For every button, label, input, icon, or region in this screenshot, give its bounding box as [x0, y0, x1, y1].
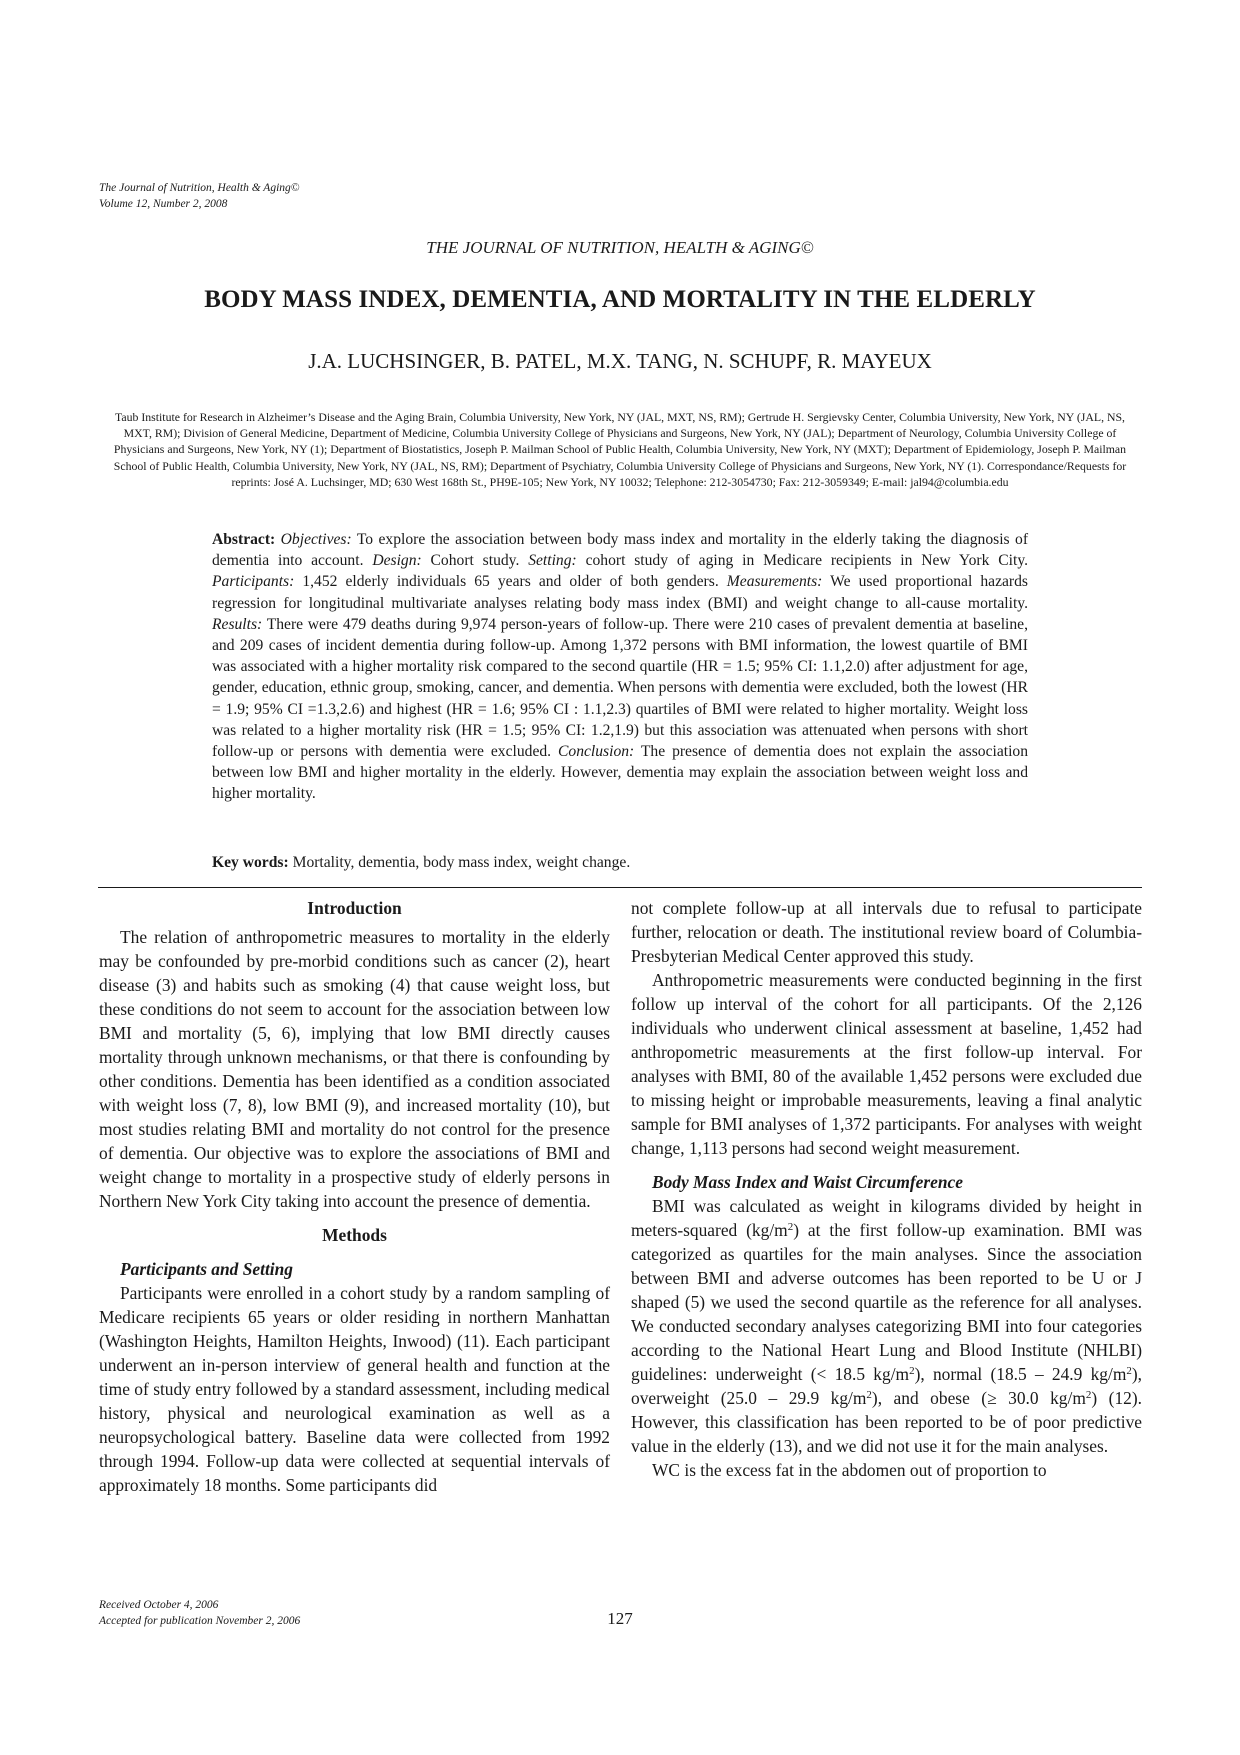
setting-label: Setting:: [528, 552, 577, 570]
measurements-text: We used proportional hazards regression for longitudinal multivariate analyses relating body mass index (BMI) and weight change to all-cause mortality.: [212, 573, 1028, 612]
received-date: Received October 4, 2006: [99, 1599, 219, 1611]
running-head: [99, 180, 300, 212]
participants-text: 1,452 elderly individuals 65 years and older of both genders.: [302, 573, 719, 591]
introduction-paragraph: The relation of anthropometric measures to mortality in the elderly may be confounded by pre-morbid conditions such as cancer (2), heart disease (3) and habits such as smoking (4) that cause weight loss, but these conditions do not seem to account for the association between low BMI and mortality (5, 6), implying that low BMI directly causes mortality through unknown mechanisms, or that there is confounding by other conditions. Dementia has been identified as a condition associated with weight loss (7, 8), low BMI (9), and increased mortality (10), but most studies relating BMI and mortality do not control for the presence of dementia. Our objective was to explore the associations of BMI and weight change to mortality in a prospective study of elderly persons in Northern New York City taking into account the presence of dementia.: [99, 927, 610, 1211]
keywords-text: Mortality, dementia, body mass index, weight change.: [292, 854, 631, 871]
page-number: 127: [607, 1609, 633, 1628]
conclusion-text: The presence of dementia does not explain the association between low BMI and higher mortality in the elderly. However, dementia may explain the association between weight loss and higher mortality.: [212, 743, 1028, 803]
affiliations: Taub Institute for Research in Alzheimer’s Disease and the Aging Brain, Columbia University, New York, NY (JAL, MXT, NS, RM); Gertrude H. Sergievsky Center, Columbia University, New York, NY (JAL, NS, MXT, RM); Division of General Medicine, Department of Medicine, Columbia University College of Physicians and Surgeons, New York, NY (JAL); Department of Neurology, Columbia University College of Physicians and Surgeons, New York, NY (1); Department of Biostatistics, Joseph P. Mailman School of Public Health, Columbia University, New York, NY (MXT); Department of Epidemiology, Joseph P. Mailman School of Public Health, Columbia University, New York, NY (JAL, NS, RM); Department of Psychiatry, Columbia University College of Physicians and Surgeons, New York, NY (1). Correspondance/Requests for reprints: José A. Luchsinger, MD; 630 West 168th St., PH9E-105; New York, NY 10032; Telephone: 212-3054730; Fax: 212-3059349; E-mail: jal94@columbia.edu: [113, 410, 1127, 489]
keywords: [212, 852, 1028, 873]
right-column: [631, 896, 1142, 1482]
conclusion-label: Conclusion:: [558, 743, 635, 761]
participants-setting-heading: Participants and Setting: [120, 1259, 293, 1279]
waist-circumference-paragraph: WC is the excess fat in the abdomen out of proportion to: [652, 1460, 1047, 1480]
introduction-heading: Introduction: [307, 898, 402, 918]
abstract-label: Abstract:: [212, 531, 276, 548]
participants-label: Participants:: [212, 573, 295, 591]
accepted-date: Accepted for publication November 2, 2006: [99, 1615, 301, 1627]
author-list: J.A. LUCHSINGER, B. PATEL, M.X. TANG, N. SCHUPF, R. MAYEUX: [308, 349, 932, 373]
objectives-text: To explore the association between body mass index and mortality in the elderly taking the diagnosis of dementia into account.: [212, 531, 1029, 570]
running-head-journal: The Journal of Nutrition, Health & Aging©: [99, 182, 300, 194]
article-title: BODY MASS INDEX, DEMENTIA, AND MORTALITY IN THE ELDERLY: [204, 286, 1036, 313]
anthropometric-paragraph: Anthropometric measurements were conducted beginning in the first follow up interval of the cohort for all participants. Of the 2,126 individuals who underwent clinical assessment at baseline, 1,452 had anthropometric measurements at the first follow-up interval. For analyses with BMI, 80 of the available 1,452 persons were excluded due to missing height or improbable measurements, leaving a final analytic sample for BMI analyses of 1,372 participants. For analyses with weight change, 1,113 persons had second weight measurement.: [631, 970, 1142, 1158]
running-head-volume: Volume 12, Number 2, 2008: [99, 198, 228, 210]
participants-paragraph: Participants were enrolled in a cohort study by a random sampling of Medicare recipients 65 years or older residing in northern Manhattan (Washington Heights, Hamilton Heights, Inwood) (11). Each participant underwent an in-person interview of general health and function at the time of study entry followed by a standard assessment, including medical history, physical and neurological examination as well as a neuropsychological battery. Baseline data were collected from 1992 through 1994. Follow-up data were collected at sequential intervals of approximately 18 months. Some participants did: [99, 1283, 610, 1495]
results-label: Results:: [212, 615, 263, 633]
results-text: There were 479 deaths during 9,974 person-years of follow-up. There were 210 cases of prevalent dementia at baseline, and 209 cases of incident dementia during follow-up. Among 1,372 persons with BMI information, the lowest quartile of BMI was associated with a higher mortality risk compared to the second quartile (HR = 1.5; 95% CI: 1.1,2.0) after adjustment for age, gender, education, ethnic group, smoking, cancer, and dementia. When persons with dementia were excluded, both the lowest (HR = 1.9; 95% CI =1.3,2.6) and highest (HR = 1.6; 95% CI : 1.1,2.3) quartiles of BMI were related to higher mortality. Weight loss was related to a higher mortality risk (HR = 1.5; 95% CI: 1.2,1.9) but this association was attenuated when persons with short follow-up or persons with dementia were excluded.: [212, 615, 1028, 761]
design-text: Cohort study.: [430, 552, 520, 570]
design-label: Design:: [372, 552, 422, 570]
bmi-waist-heading: Body Mass Index and Waist Circumference: [652, 1172, 963, 1192]
setting-text: cohort study of aging in Medicare recipients in New York City.: [585, 552, 1029, 570]
left-column: [99, 896, 610, 1497]
measurements-label: Measurements:: [726, 573, 823, 591]
bmi-paragraph: BMI was calculated as weight in kilograms divided by height in meters-squared $(kg/m^2)$ at the first follow-up examination. BMI was categorized as quartiles for the main analyses. Since the association between BMI and adverse outcomes has been reported to be U or J shaped (5) we used the second quartile as the reference for all analyses. We conducted secondary analyses categorizing BMI into four categories according to the National Heart Lung and Blood Institute (NHLBI) guidelines: underweight (< 18.5 $kg/m^2$), normal (18.5 – 24.9 $kg/m^2$), overweight (25.0 – 29.9 $kg/m^2$), and obese (≥ 30.0 $kg/m^2$) (12). However, this classification has been reported to be of poor predictive value in the elderly (13), and we did not use it for the main analyses.: [631, 1196, 1142, 1456]
abstract: [212, 529, 1028, 805]
continuation-paragraph: not complete follow-up at all intervals due to refusal to participate further, relocation or death. The institutional review board of Columbia-Presbyterian Medical Center approved this study.: [631, 898, 1142, 966]
keywords-label: Key words:: [212, 854, 289, 871]
objectives-label: Objectives:: [280, 531, 352, 548]
methods-heading: Methods: [322, 1225, 387, 1245]
section-divider: [98, 887, 1142, 888]
journal-title: THE JOURNAL OF NUTRITION, HEALTH & AGING©: [426, 238, 814, 257]
